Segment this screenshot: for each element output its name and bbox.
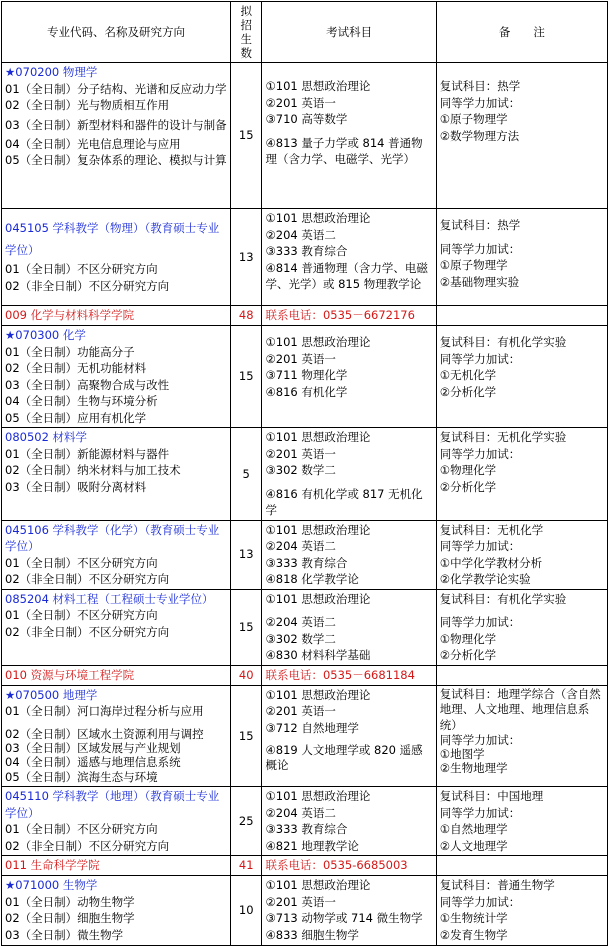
exam-item: ①101 思想政治理论 [265,591,371,606]
quota-value: 15 [230,326,262,428]
direction-item: 02（全日制）细胞生物学 [5,911,135,925]
note-item: 同等学力加试： [439,95,521,110]
exam-item: ③333 教育综合 [265,555,348,570]
direction-item: 03（全日制）高聚物合成与改性 [5,377,170,392]
major-cell [2,428,231,521]
college-phone: 联系电话：0535－6681184 [262,665,436,685]
direction-item: 04（全日制）光电信息理论与应用 [5,136,181,151]
note-item: ①原子物理学 [439,258,508,272]
direction-item: 01（全日制）不区分研究方向 [5,608,158,622]
note-item: 复试科目：热学 [439,79,521,93]
note-item: ②分析化学 [439,479,497,494]
note-item: ①自然地理学 [439,822,508,836]
direction-item: 02（非全日制）不区分研究方向 [5,838,170,853]
exam-item: ④830 材料科学基础 [265,648,371,662]
exam-item: ④813 量子力学或 814 普通物理（含力学、电磁学、光学） [265,135,423,166]
direction-item: 01（全日制）河口海岸过程分析与应用 [5,704,204,718]
header-exams: 考试科目 [262,2,436,63]
exam-cell [262,326,436,428]
direction-item: 04（全日制）遥感与地理信息系统 [5,754,181,769]
quota-value: 10 [230,876,262,946]
direction-item: 03（全日制）吸附分离材料 [5,479,147,494]
exam-cell [262,685,436,787]
note-item: ①地图学 [439,747,485,761]
exam-item: ②204 英语二 [265,539,336,553]
direction-item: 01（全日制）动物生物学 [5,894,135,909]
note-item: 复试科目：中国地理 [439,789,544,803]
exam-item: ②204 英语二 [265,615,336,629]
exam-item: ①101 思想政治理论 [265,687,371,702]
quota-value: 15 [230,685,262,787]
quota-value: 15 [230,589,262,665]
major-cell [2,589,231,665]
table-row [2,876,608,946]
college-name: 009 化学与材料科学学院 [2,306,231,326]
college-row [2,665,608,685]
exam-cell [262,209,436,306]
exam-item: ②204 英语二 [265,227,336,242]
exam-item: ①101 思想政治理论 [265,878,371,892]
major-cell [2,326,231,428]
college-phone: 联系电话：0535-6685003 [262,856,436,876]
note-item: ②生物地理学 [439,761,508,775]
note-item: ①中学化学教材分析 [439,555,543,570]
direction-item: 02（非全日制）不区分研究方向 [5,624,170,639]
table-row [2,787,608,856]
major-title: 045105 学科教学（物理）（教育硕士专业学位） [5,221,220,257]
exam-item: ③302 数学二 [265,463,336,477]
table-row [2,63,608,209]
quota-value: 15 [230,63,262,209]
note-item: ①原子物理学 [439,112,508,126]
direction-item: 05（全日制）滨海生态与环境 [5,769,158,784]
exam-item: ③302 数学二 [265,631,336,646]
exam-item: ②201 英语一 [265,704,336,718]
college-row [2,856,608,876]
direction-item: 03（全日制）新型材料和器件的设计与制备 [5,117,227,132]
major-cell [2,876,231,946]
direction-item: 01（全日制）不区分研究方向 [5,262,158,276]
notes-cell [436,63,607,209]
college-quota: 41 [230,856,262,876]
notes-cell [436,685,607,787]
quota-value: 25 [230,787,262,856]
college-phone: 联系电话：0535－6672176 [262,306,436,326]
direction-item: 05（全日制）应用有机化学 [5,410,147,425]
note-item: ①生物统计学 [439,911,508,925]
direction-item: 01（全日制）不区分研究方向 [5,555,158,570]
exam-item: ④833 细胞生物学 [265,927,359,942]
note-item: 同等学力加试： [439,446,521,461]
college-name: 010 资源与环境工程学院 [2,665,231,685]
table-row [2,209,608,306]
exam-item: ②201 英语一 [265,351,336,366]
note-item: 复试科目：有机化学实验 [439,335,567,349]
major-cell [2,787,231,856]
note-item: ②数学物理方法 [439,128,520,143]
note-item: 复试科目：地理学综合（含自然地理、人文地理、地理信息系统） [439,686,601,732]
exam-cell [262,589,436,665]
exam-cell [262,428,436,521]
direction-item: 01（全日制）不区分研究方向 [5,822,158,836]
note-item: 复试科目：无机化学 [439,522,544,537]
note-item: ①无机化学 [439,368,497,382]
header-major: 专业代码、名称及研究方向 [2,2,231,63]
direction-item: 03（全日制）区域发展与产业规划 [5,740,181,755]
exam-item: ③333 教育综合 [265,244,348,258]
note-item: 同等学力加试： [439,805,521,820]
exam-item: ①101 思想政治理论 [265,789,371,803]
admissions-table [1,1,608,946]
college-empty [436,665,607,685]
table-row [2,520,608,589]
direction-item: 03（全日制）微生物学 [5,927,124,942]
college-row [2,306,608,326]
direction-item: 02（全日制）光与物质相互作用 [5,98,170,112]
note-item: 复试科目：有机化学实验 [439,591,567,606]
exam-item: ②201 英语一 [265,894,336,909]
exam-item: ④818 化学教学论 [265,572,359,586]
exam-item: ②201 英语一 [265,446,336,461]
exam-item: ③333 教育综合 [265,822,348,836]
notes-cell [436,589,607,665]
exam-item: ①101 思想政治理论 [265,522,371,537]
note-item: 复试科目：无机化学实验 [439,430,567,444]
quota-value: 13 [230,520,262,589]
notes-cell [436,787,607,856]
quota-value: 5 [230,428,262,521]
exam-cell [262,787,436,856]
note-item: 复试科目：普通生物学 [439,878,555,892]
major-cell [2,209,231,306]
notes-cell [436,326,607,428]
note-item: 同等学力加试： [439,615,521,629]
note-item: ②分析化学 [439,648,497,662]
note-item: ①物理化学 [439,631,497,646]
direction-item: 01（全日制）新能源材料与器件 [5,446,170,461]
exam-item: ③710 高等数学 [265,112,348,126]
major-title: 085204 材料工程（工程硕士专业学位） [5,591,214,606]
exam-item: ②204 英语二 [265,805,336,820]
major-title: ★070200 物理学 [5,65,98,79]
direction-item: 01（全日制）分子结构、光谱和反应动力学 [5,81,227,96]
note-item: ②发育生物学 [439,927,508,942]
header-notes: 备 注 [436,2,607,63]
college-empty [436,856,607,876]
major-title: 045106 学科教学（化学）（教育硕士专业学位） [5,522,220,553]
college-name: 011 生命科学学院 [2,856,231,876]
table-row [2,685,608,787]
table-header-row [2,2,608,63]
notes-cell [436,876,607,946]
direction-item: 02（非全日制）不区分研究方向 [5,572,170,586]
note-item: ②分析化学 [439,384,497,399]
exam-item: ④816 有机化学 [265,384,348,399]
direction-item: 04（全日制）生物与环境分析 [5,394,158,408]
direction-item: 02（全日制）区域水土资源利用与调控 [5,726,204,741]
exam-item: ①101 思想政治理论 [265,79,371,93]
exam-item: ①101 思想政治理论 [265,211,371,225]
major-title: 045110 学科教学（地理）（教育硕士专业学位） [5,789,220,820]
quota-value: 13 [230,209,262,306]
table-row [2,326,608,428]
exam-item: ④816 有机化学或 817 无机化学 [265,486,423,517]
exam-item: ④814 普通物理（含力学、电磁学、光学）或 815 物理教学论 [265,260,428,291]
major-title: 080502 材料学 [5,430,88,444]
major-title: ★071000 生物学 [5,878,98,892]
notes-cell [436,209,607,306]
exam-item: ③712 自然地理学 [265,720,359,735]
exam-cell [262,63,436,209]
note-item: 同等学力加试： [439,241,521,256]
exam-cell [262,876,436,946]
college-quota: 40 [230,665,262,685]
direction-item: 02（全日制）纳米材料与加工技术 [5,463,181,477]
major-cell [2,63,231,209]
exam-item: ③711 物理化学 [265,368,348,382]
major-cell [2,520,231,589]
note-item: ②人文地理学 [439,838,508,853]
exam-item: ④819 人文地理学或 820 遥感概论 [265,743,423,772]
notes-cell [436,520,607,589]
college-quota: 48 [230,306,262,326]
table-row [2,589,608,665]
exam-item: ④821 地理教学论 [265,838,359,853]
direction-item: 05（全日制）复杂体系的理论、模拟与计算 [5,153,227,167]
major-title: ★070300 化学 [5,328,86,342]
header-quota: 拟招生数 [230,2,262,63]
direction-item: 02（非全日制）不区分研究方向 [5,278,170,293]
direction-item: 02（全日制）无机功能材料 [5,361,147,375]
note-item: ②基础物理实验 [439,274,520,289]
exam-item: ①101 思想政治理论 [265,335,371,349]
note-item: 同等学力加试： [439,539,521,553]
exam-cell [262,520,436,589]
college-empty [436,306,607,326]
major-cell [2,685,231,787]
note-item: 复试科目：热学 [439,218,521,232]
note-item: 同等学力加试： [439,894,521,909]
direction-item: 01（全日制）功能高分子 [5,344,135,359]
table-row [2,428,608,521]
note-item: ②化学教学论实验 [439,572,531,586]
exam-item: ②201 英语一 [265,95,336,110]
major-title: ★070500 地理学 [5,687,98,702]
note-item: 同等学力加试： [439,351,521,366]
exam-item: ③713 动物学或 714 微生物学 [265,911,423,925]
notes-cell [436,428,607,521]
note-item: ①物理化学 [439,463,497,477]
note-item: 同等学力加试： [439,733,521,747]
exam-item: ①101 思想政治理论 [265,430,371,444]
